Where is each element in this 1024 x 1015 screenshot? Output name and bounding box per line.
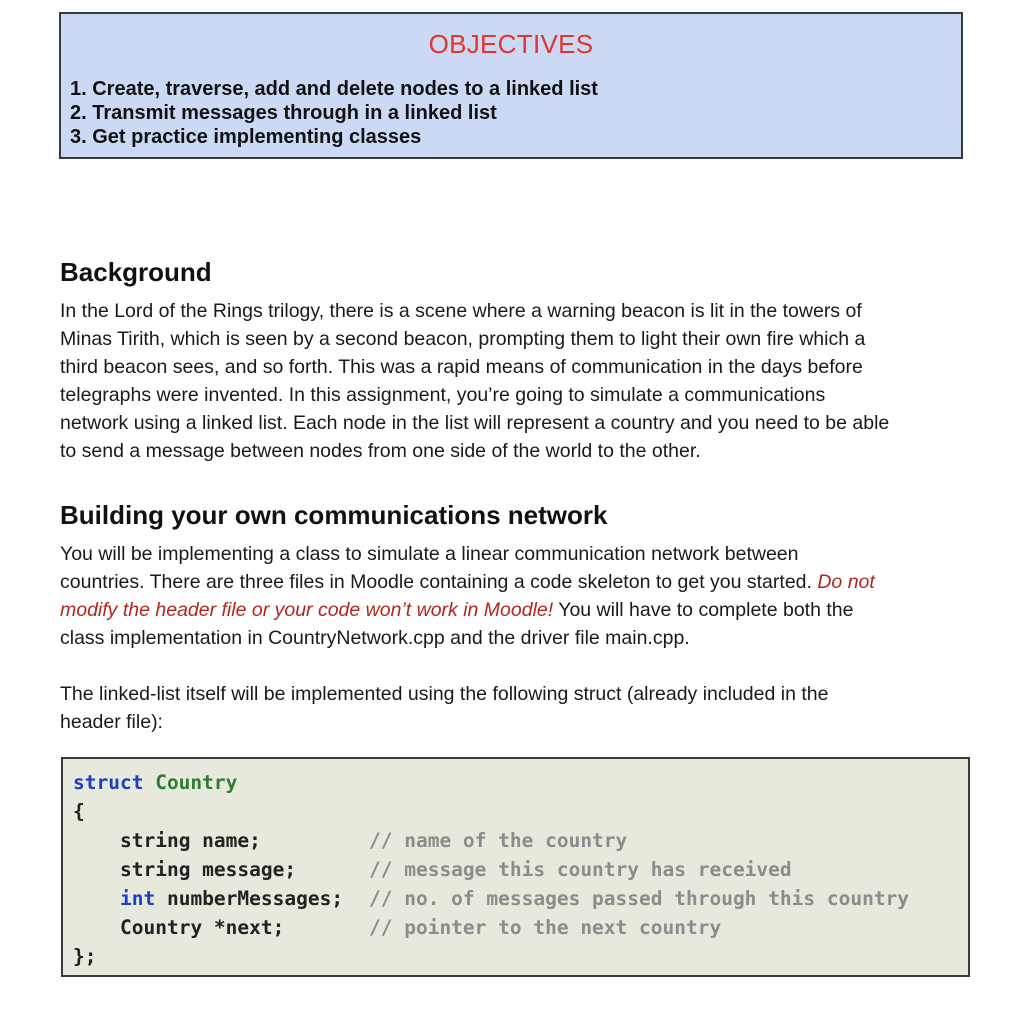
background-paragraph bbox=[60, 297, 965, 465]
objective-item-3: 3. Get practice implementing classes bbox=[70, 126, 422, 148]
background-line: telegraphs were invented. In this assignment, you’re going to simulate a communications bbox=[60, 384, 826, 406]
code-member-decl: string message; bbox=[120, 858, 297, 881]
background-line: Minas Tirith, which is seen by a second beacon, prompting them to light their own fire which a bbox=[60, 328, 866, 350]
code-comment: // pointer to the next country bbox=[369, 916, 722, 939]
building-line-text: countries. There are three files in Moodle containing a code skeleton to get you started. bbox=[60, 571, 818, 593]
background-line: network using a linked list. Each node in the list will represent a country and you need to be able bbox=[60, 412, 890, 434]
building-line bbox=[60, 568, 965, 596]
struct-intro-line: header file): bbox=[60, 711, 163, 733]
code-comment: // message this country has received bbox=[369, 858, 792, 881]
struct-keyword: struct bbox=[73, 771, 144, 794]
code-member-decl: Country *next; bbox=[120, 916, 285, 939]
code-member-line bbox=[120, 858, 296, 882]
objectives-list bbox=[70, 77, 598, 149]
background-line: to send a message between nodes from one side of the world to the other. bbox=[60, 440, 701, 462]
code-comment: // name of the country bbox=[369, 829, 628, 852]
building-line: class implementation in CountryNetwork.cpp and the driver file main.cpp. bbox=[60, 627, 690, 649]
background-heading: Background bbox=[60, 257, 212, 287]
background-section bbox=[60, 257, 965, 465]
objectives-title: OBJECTIVES bbox=[428, 29, 594, 59]
building-line bbox=[60, 596, 965, 624]
struct-intro-line: The linked-list itself will be implemented using the following struct (already included in the bbox=[60, 683, 829, 705]
objectives-box bbox=[59, 12, 963, 159]
struct-name: Country bbox=[155, 771, 238, 794]
code-member-line bbox=[120, 829, 261, 853]
building-line: You will be implementing a class to simulate a linear communication network between bbox=[60, 543, 799, 565]
code-member-decl: string name; bbox=[120, 829, 261, 852]
code-member-line bbox=[120, 887, 343, 911]
int-keyword: int bbox=[120, 887, 156, 910]
struct-intro-paragraph bbox=[60, 680, 965, 736]
building-paragraph bbox=[60, 540, 965, 652]
code-comment: // no. of messages passed through this country bbox=[369, 887, 910, 910]
code-block bbox=[61, 757, 970, 977]
building-section bbox=[60, 500, 965, 736]
code-close-brace: }; bbox=[73, 945, 97, 968]
objective-item-1: 1. Create, traverse, add and delete nodes to a linked list bbox=[70, 78, 598, 100]
building-line-text: You will have to complete both the bbox=[553, 599, 854, 621]
code-member-line bbox=[120, 916, 284, 940]
code-open-brace: { bbox=[73, 800, 85, 823]
code-struct-line bbox=[73, 771, 237, 795]
background-line: In the Lord of the Rings trilogy, there is a scene where a warning beacon is lit in the towers of bbox=[60, 300, 862, 322]
background-line: third beacon sees, and so forth. This was a rapid means of communication in the days before bbox=[60, 356, 863, 378]
warning-text: Do not bbox=[817, 571, 875, 593]
warning-text: modify the header file or your code won’t work in Moodle! bbox=[60, 599, 554, 621]
objective-item-2: 2. Transmit messages through in a linked list bbox=[70, 102, 497, 124]
code-member-decl: numberMessages; bbox=[155, 887, 344, 910]
building-heading: Building your own communications network bbox=[60, 500, 608, 530]
